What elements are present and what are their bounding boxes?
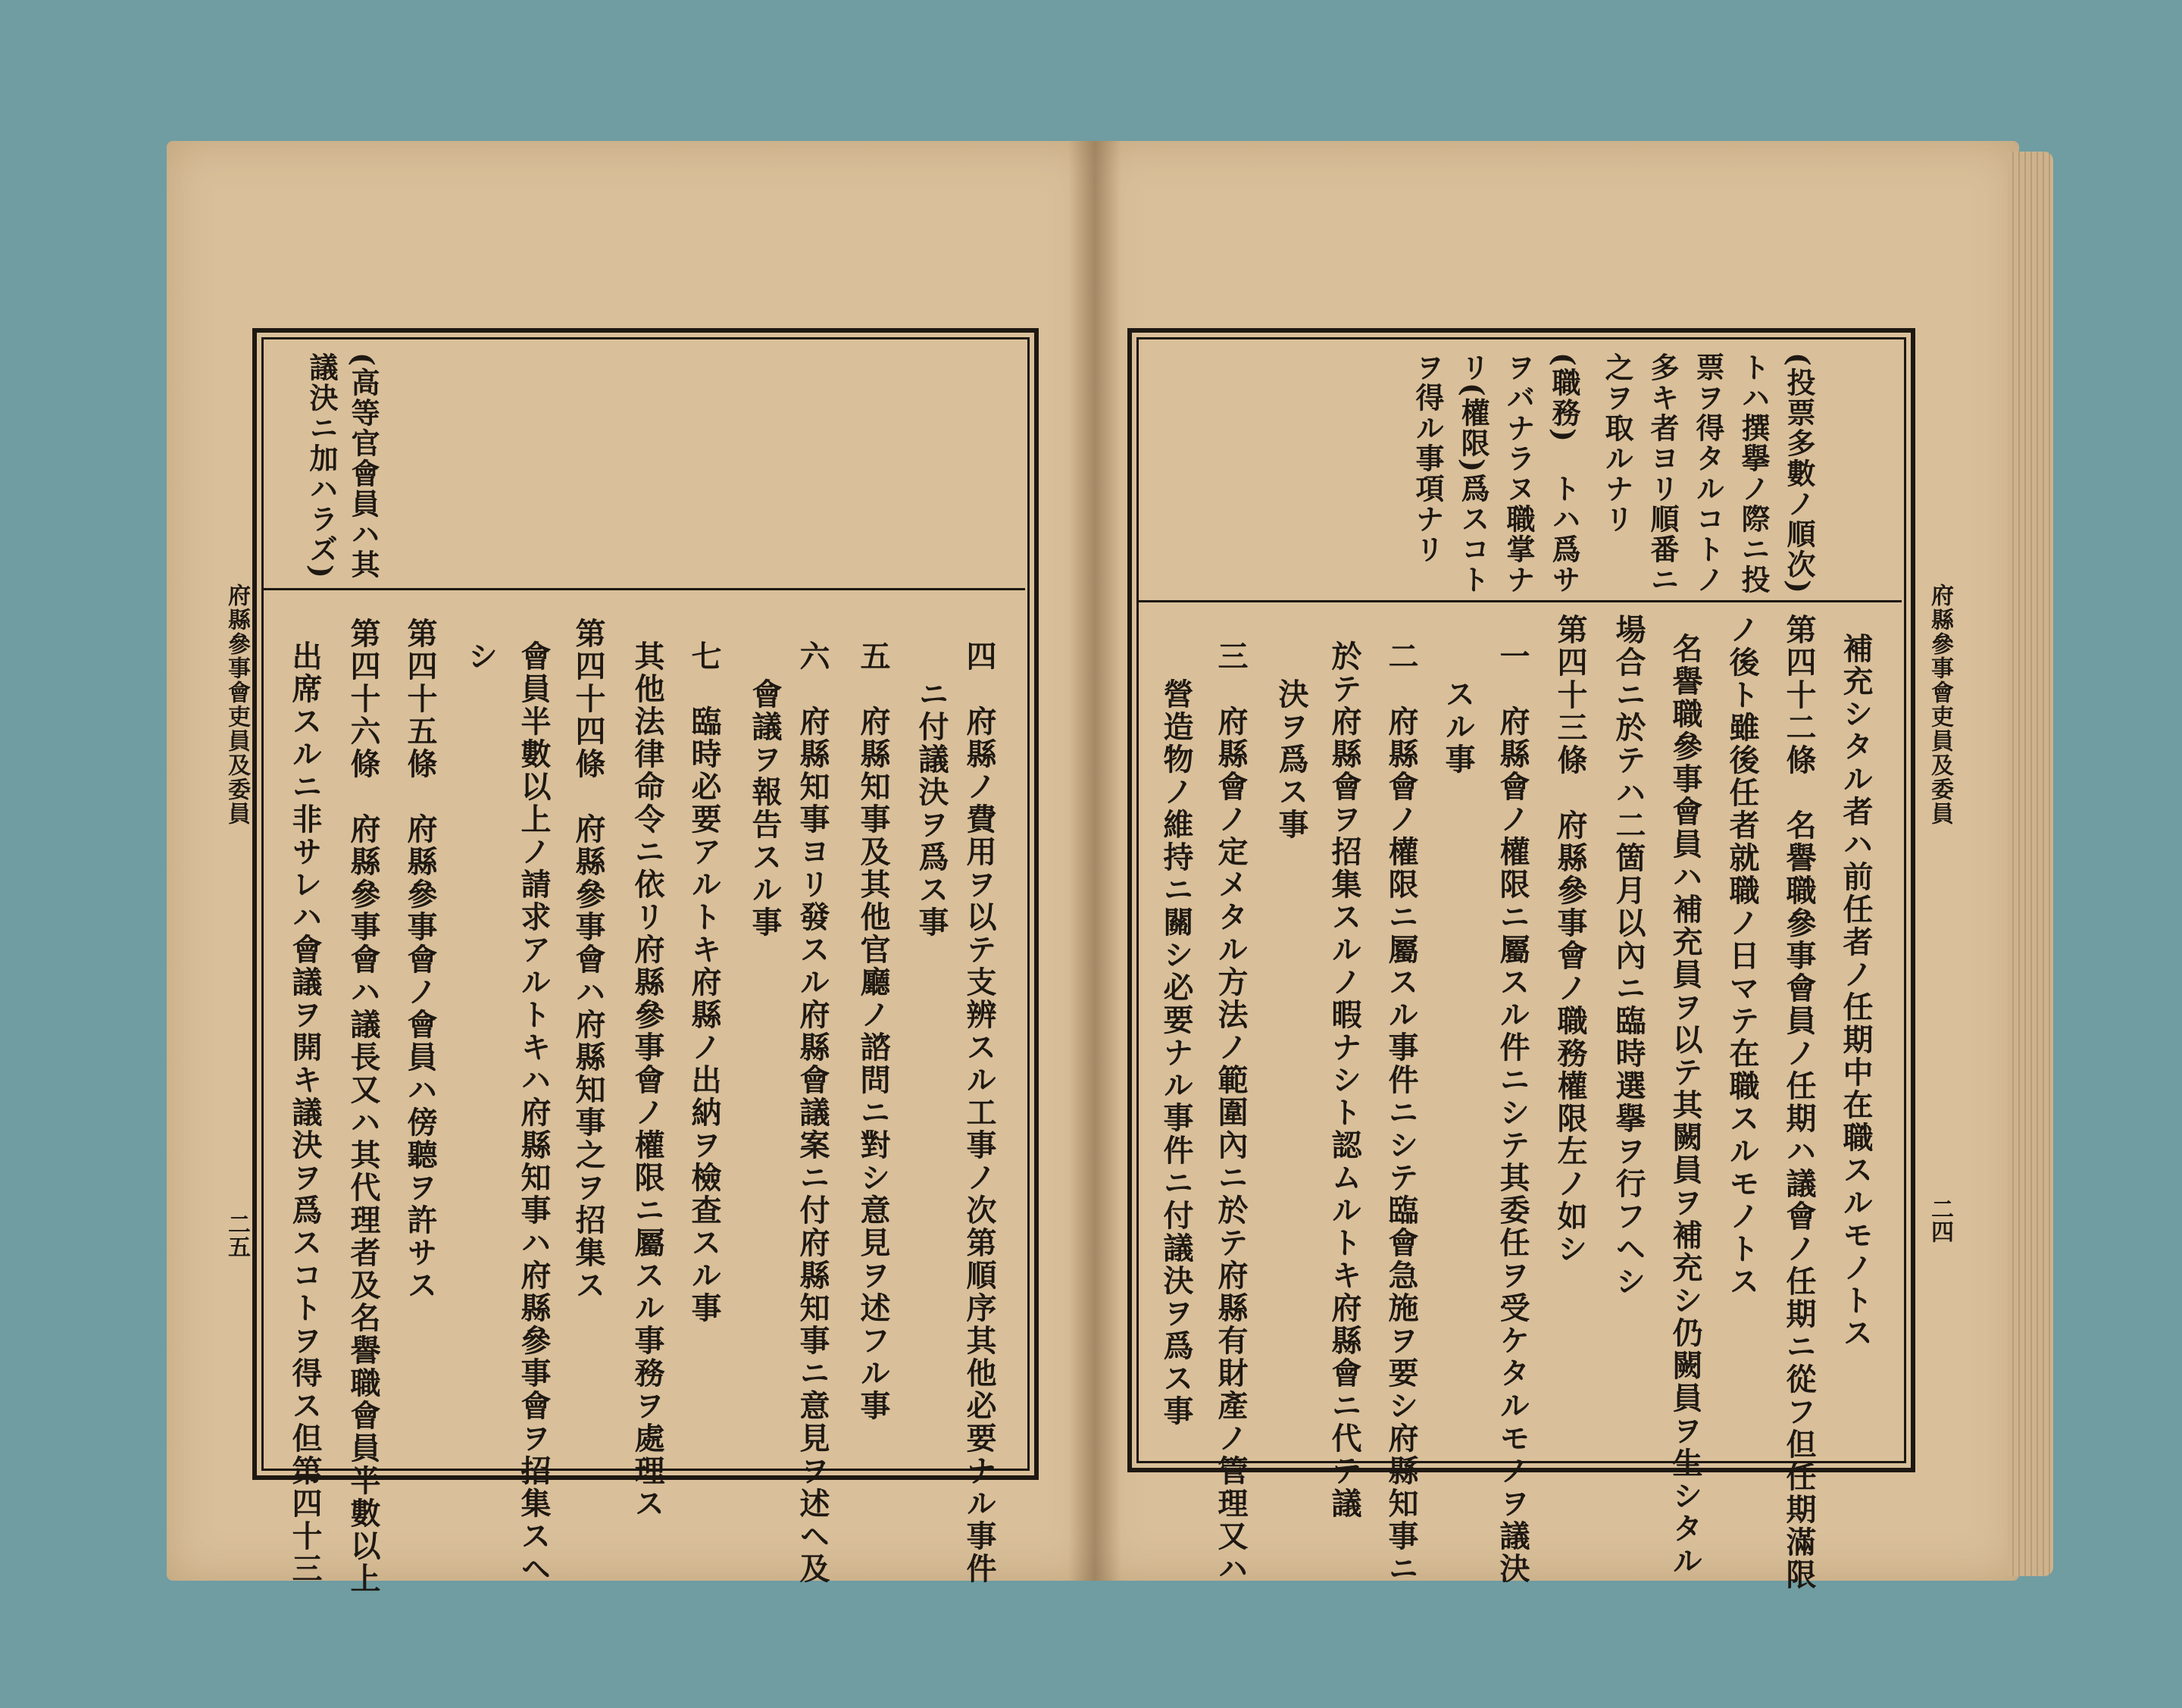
left-running-head: 府縣參事會吏員及委員 — [224, 583, 250, 826]
left-column-6: 七 臨時必要アルトキ府縣ノ出納ヲ檢查スル事 — [686, 640, 722, 1325]
left-page-number: 二五 — [224, 1212, 250, 1258]
left-column-10: シ — [463, 640, 499, 673]
right-column-8: スル事 — [1440, 678, 1476, 776]
right-column-7: 一 府縣會ノ權限ニ屬スル件ニシテ其委任ヲ受ケタルモノヲ議決 — [1495, 640, 1530, 1585]
right-column-6: 第四十三條 府縣參事會ノ職務權限左ノ如シ — [1552, 614, 1588, 1265]
left-column-4: 六 府縣知事ヨリ發スル府縣會議案ニ付府縣知事ニ意見ヲ述ヘ及 — [795, 640, 830, 1585]
left-column-3: 五 府縣知事及其他官廳ノ諮問ニ對シ意見ヲ述フル事 — [855, 640, 891, 1422]
left-column-9: 會員半數以上ノ請求アルトキハ府縣知事ハ府縣參事會ヲ招集スヘ — [516, 640, 552, 1585]
right-column-1: 補充シタル者ハ前任者ノ任期中在職スルモノトス — [1838, 633, 1874, 1350]
right-header-rule — [1139, 600, 1902, 602]
right-column-10: 於テ府縣會ヲ招集スルノ暇ナシト認ムルトキ府縣會ニ代テ議 — [1327, 640, 1362, 1520]
left-note-line-2: 議決ニ加ハラズ) — [305, 352, 339, 580]
left-note-line-1: (高等官會員ハ其 — [346, 352, 380, 580]
right-column-2: 第四十二條 名譽職參事會員ノ任期ハ議會ノ任期ニ從フ但任期滿限 — [1781, 614, 1817, 1591]
left-column-12: 第四十六條 府縣參事會ハ議長又ハ其代理者及名譽職會員半數以上 — [345, 618, 381, 1595]
right-column-12: 三 府縣會ノ定メタル方法ノ範圍內ニ於テ府縣有財產ノ管理又ハ — [1213, 640, 1249, 1585]
right-note-line-2: トハ撰擧ノ際ニ投 — [1737, 352, 1771, 595]
book-gutter — [1068, 141, 1121, 1581]
left-column-11: 第四十五條 府縣參事會ノ會員ハ傍聽ヲ許サス — [402, 618, 438, 1302]
left-column-8: 第四十四條 府縣參事會ハ府縣知事之ヲ招集ス — [571, 618, 606, 1302]
left-column-2: ニ付議決ヲ爲ス事 — [914, 678, 949, 939]
left-header-rule — [264, 588, 1025, 590]
right-column-3: ノ後ト雖後任者就職ノ日マテ在職スルモノトス — [1724, 614, 1760, 1298]
right-page-number: 二四 — [1927, 1197, 1953, 1243]
left-column-1: 四 府縣ノ費用ヲ以テ支辨スル工事ノ次第順序其他必要ナル事件 — [961, 640, 997, 1585]
right-column-11: 決ヲ爲ス事 — [1274, 678, 1309, 841]
right-note-line-3: 票ヲ得タルコトノ — [1691, 352, 1725, 595]
right-note-line-6: (職務) トハ爲サ — [1547, 352, 1581, 595]
right-column-13: 營造物ノ維持ニ關シ必要ナル事件ニ付議決ヲ爲ス事 — [1158, 678, 1194, 1428]
right-column-5: 場合ニ於テハ二箇月以內ニ臨時選擧ヲ行フヘシ — [1611, 614, 1646, 1298]
right-column-9: 二 府縣會ノ權限ニ屬スル事件ニシテ臨會急施ヲ要シ府縣知事ニ — [1383, 640, 1419, 1585]
right-note-line-1: (投票多數ノ順次) — [1782, 352, 1816, 595]
right-note-line-7: ヲバナラヌ職掌ナ — [1502, 352, 1536, 595]
right-note-line-4: 多キ者ヨリ順番ニ — [1646, 352, 1680, 595]
right-note-line-9: ヲ得ル事項ナリ — [1411, 352, 1445, 565]
right-note-line-8: リ(權限)爲スコト — [1456, 352, 1490, 595]
left-column-13: 出席スルニ非サレハ會議ヲ開キ議決ヲ爲スコトヲ得ス但第四十三 — [287, 640, 323, 1585]
right-note-line-5: 之ヲ取ルナリ — [1600, 352, 1634, 534]
right-column-4: 名譽職參事會員ハ補充員ヲ以テ其闕員ヲ補充シ仍闕員ヲ生シタル — [1668, 633, 1703, 1578]
page-edges — [2008, 152, 2053, 1576]
left-column-5: 會議ヲ報告スル事 — [747, 678, 783, 939]
right-running-head: 府縣參事會吏員及委員 — [1927, 583, 1953, 826]
left-column-7: 其他法律命令ニ依リ府縣參事會ノ權限ニ屬スル事務ヲ處理ス — [630, 640, 665, 1520]
